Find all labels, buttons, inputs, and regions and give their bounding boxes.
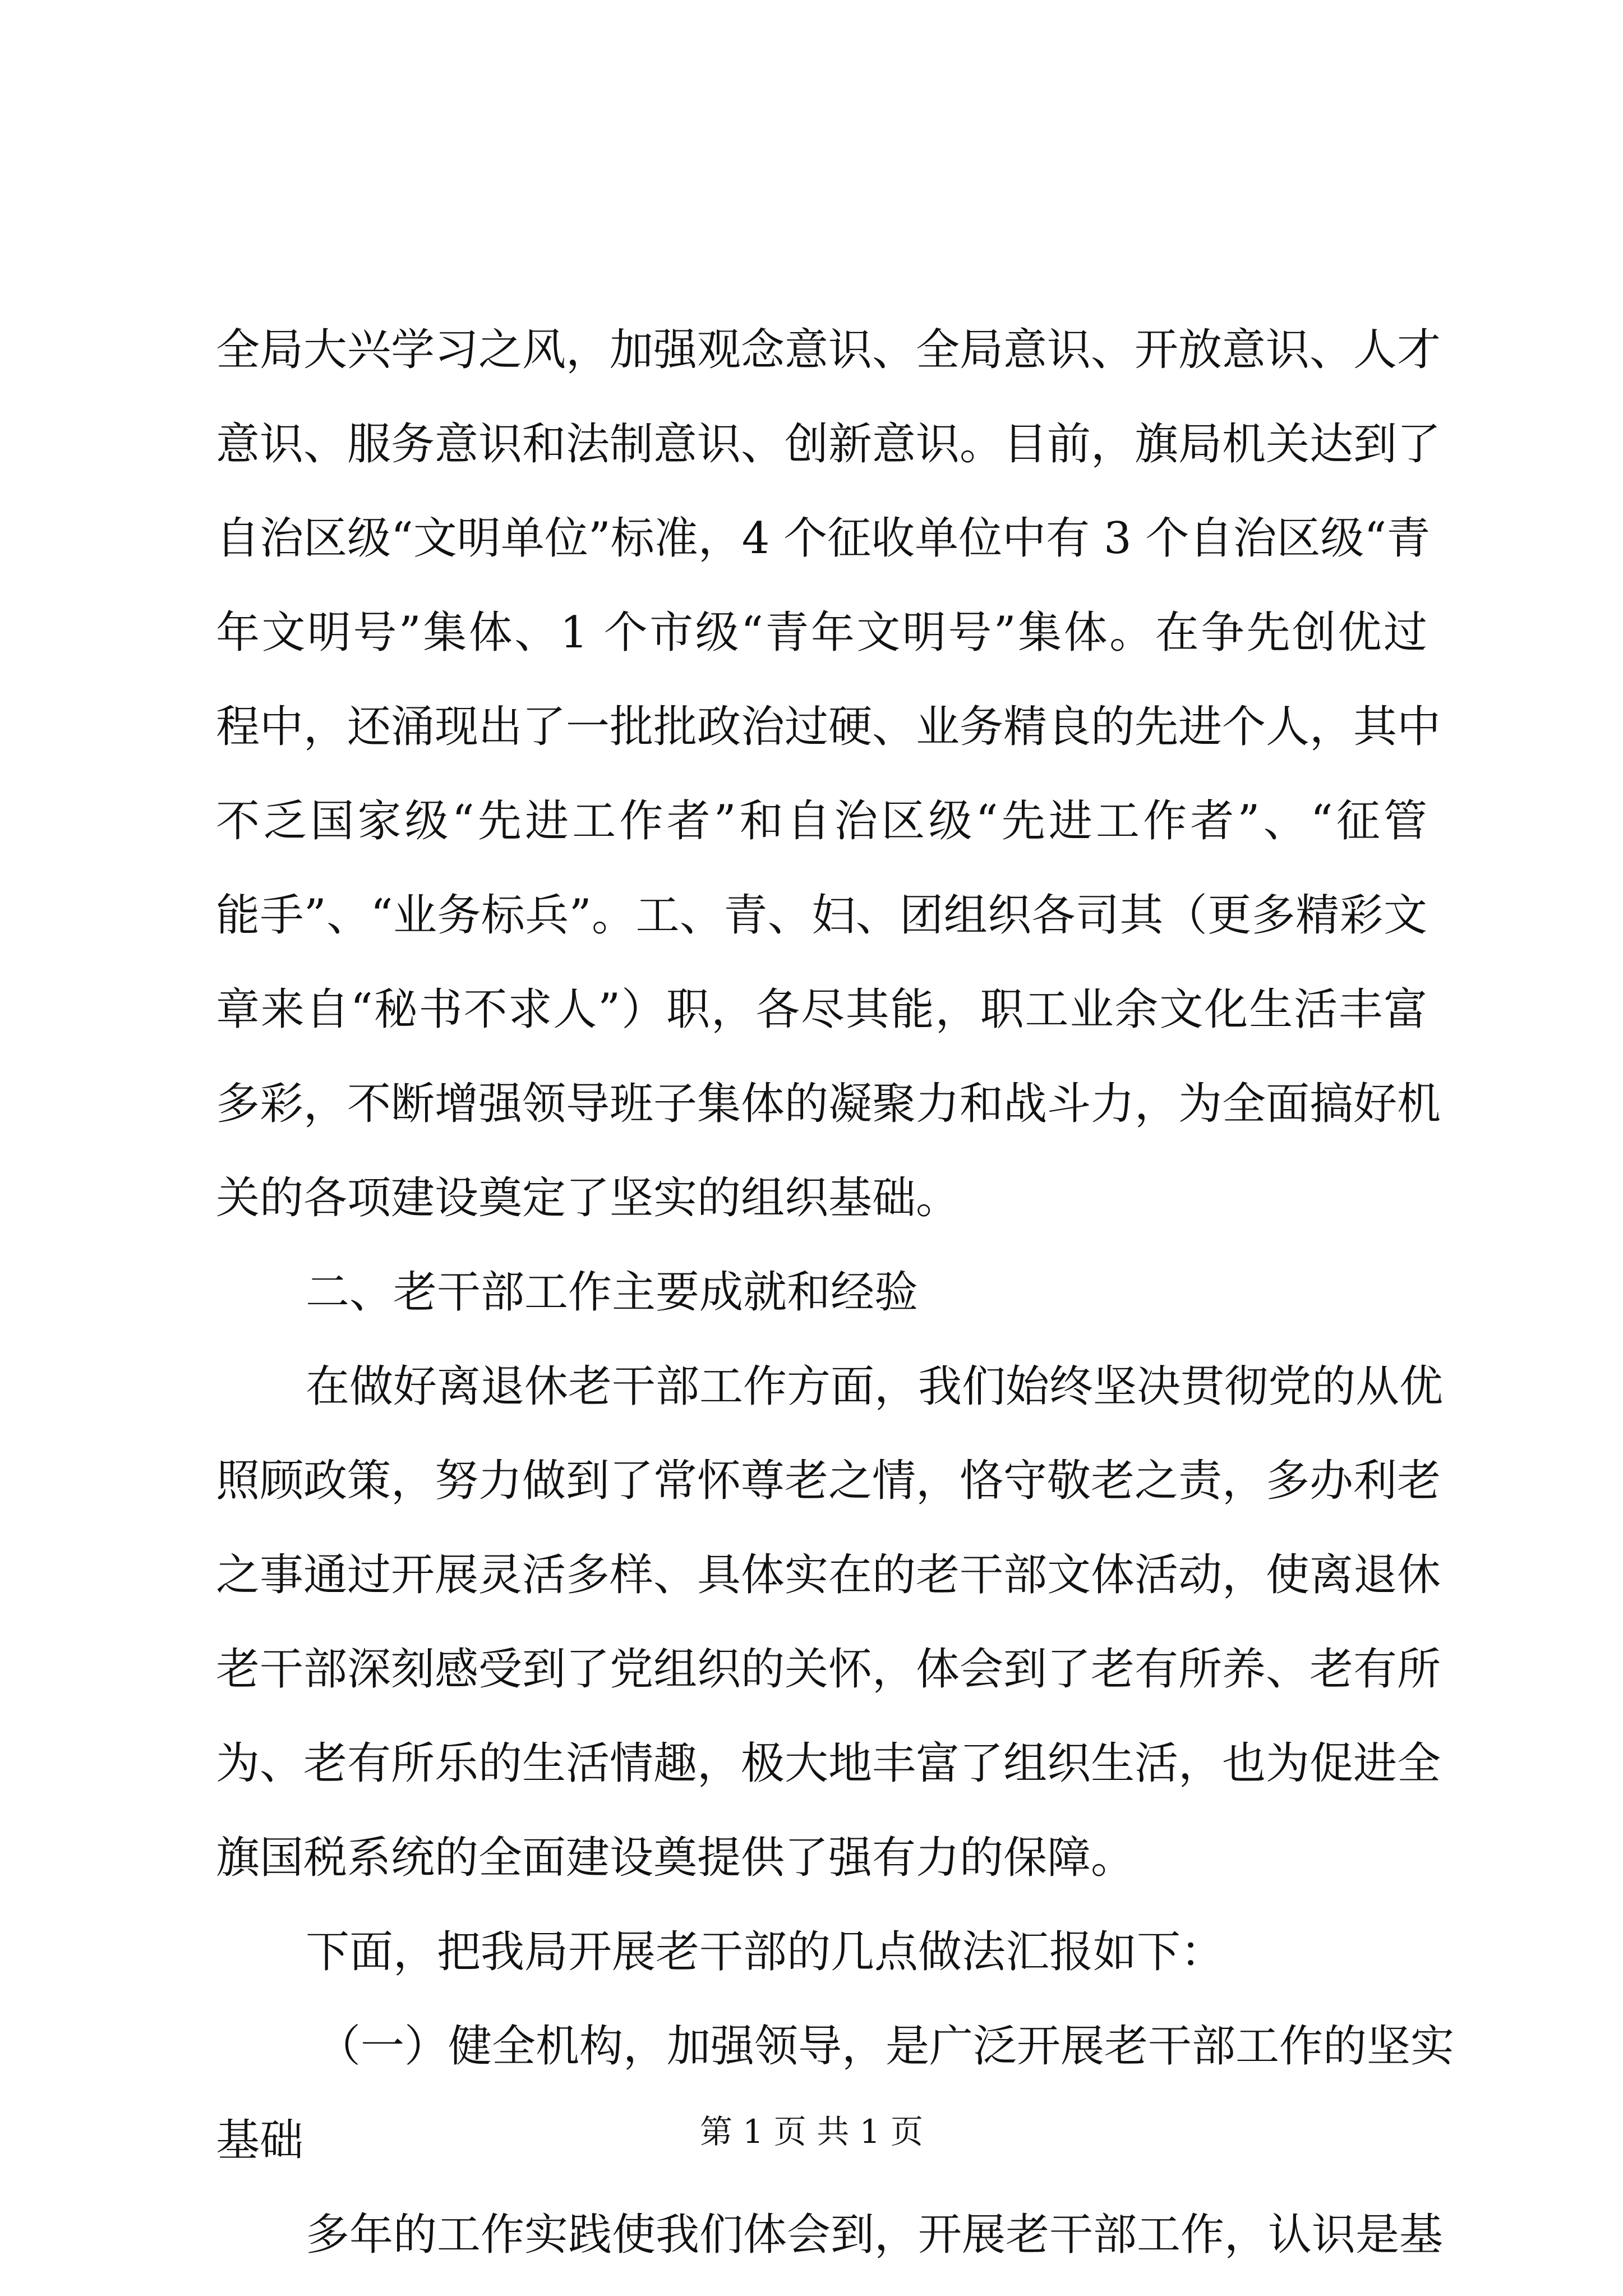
text-line: 程中，还涌现出了一批批政治过硬、业务精良的先进个人，其中: [216, 702, 1441, 752]
page-number-footer: 第 1 页 共 1 页: [700, 2113, 923, 2151]
text-line: 老干部深刻感受到了党组织的关怀，体会到了老有所养、老有所: [216, 1644, 1441, 1695]
text-line: 为、老有所乐的生活情趣，极大地丰富了组织生活，也为促进全: [216, 1738, 1441, 1789]
subsection-heading: （一）健全机构，加强领导，是广泛开展老干部工作的坚实: [317, 2021, 1455, 2072]
text-line: 全局大兴学习之风，加强观念意识、全局意识、开放意识、人才: [216, 325, 1441, 375]
text-line: 关的各项建设奠定了坚实的组织基础。: [216, 1173, 960, 1223]
text-line: 能手”、“业务标兵”。工、青、妇、团组织各司其（更多精彩文: [216, 890, 1427, 941]
text-line: 章来自“秘书不求人”）职，各尽其能，职工业余文化生活丰富: [216, 984, 1427, 1035]
text-line: 之事通过开展灵活多样、具体实在的老干部文体活动，使离退休: [216, 1550, 1441, 1600]
text-line: 旗国税系统的全面建设奠提供了强有力的保障。: [216, 1833, 1135, 1883]
text-line: 年文明号”集体、1 个市级“青年文明号”集体。在争先创优过: [216, 608, 1427, 658]
text-line: 意识、服务意识和法制意识、创新意识。目前，旗局机关达到了: [216, 419, 1441, 470]
text-line: 在做好离退休老干部工作方面，我们始终坚决贯彻党的从优: [306, 1361, 1444, 1412]
text-line: 多彩，不断增强领导班子集体的凝聚力和战斗力，为全面搞好机: [216, 1079, 1441, 1129]
text-line: 下面，把我局开展老干部的几点做法汇报如下：: [306, 1927, 1225, 1977]
document-body: [216, 303, 1455, 2282]
text-line: 照顾政策，努力做到了常怀尊老之情，恪守敬老之责，多办利老: [216, 1456, 1441, 1506]
text-line: 不乏国家级“先进工作者”和自治区级“先进工作者”、“征管: [216, 796, 1427, 846]
subsection-heading-continuation: 基础: [216, 2115, 304, 2166]
text-line: 多年的工作实践使我们体会到，开展老干部工作，认识是基: [306, 2210, 1444, 2260]
text-line: 自治区级“文明单位”标准，4 个征收单位中有 3 个自治区级“青: [216, 513, 1431, 564]
section-heading: 二、老干部工作主要成就和经验: [306, 1267, 919, 1318]
